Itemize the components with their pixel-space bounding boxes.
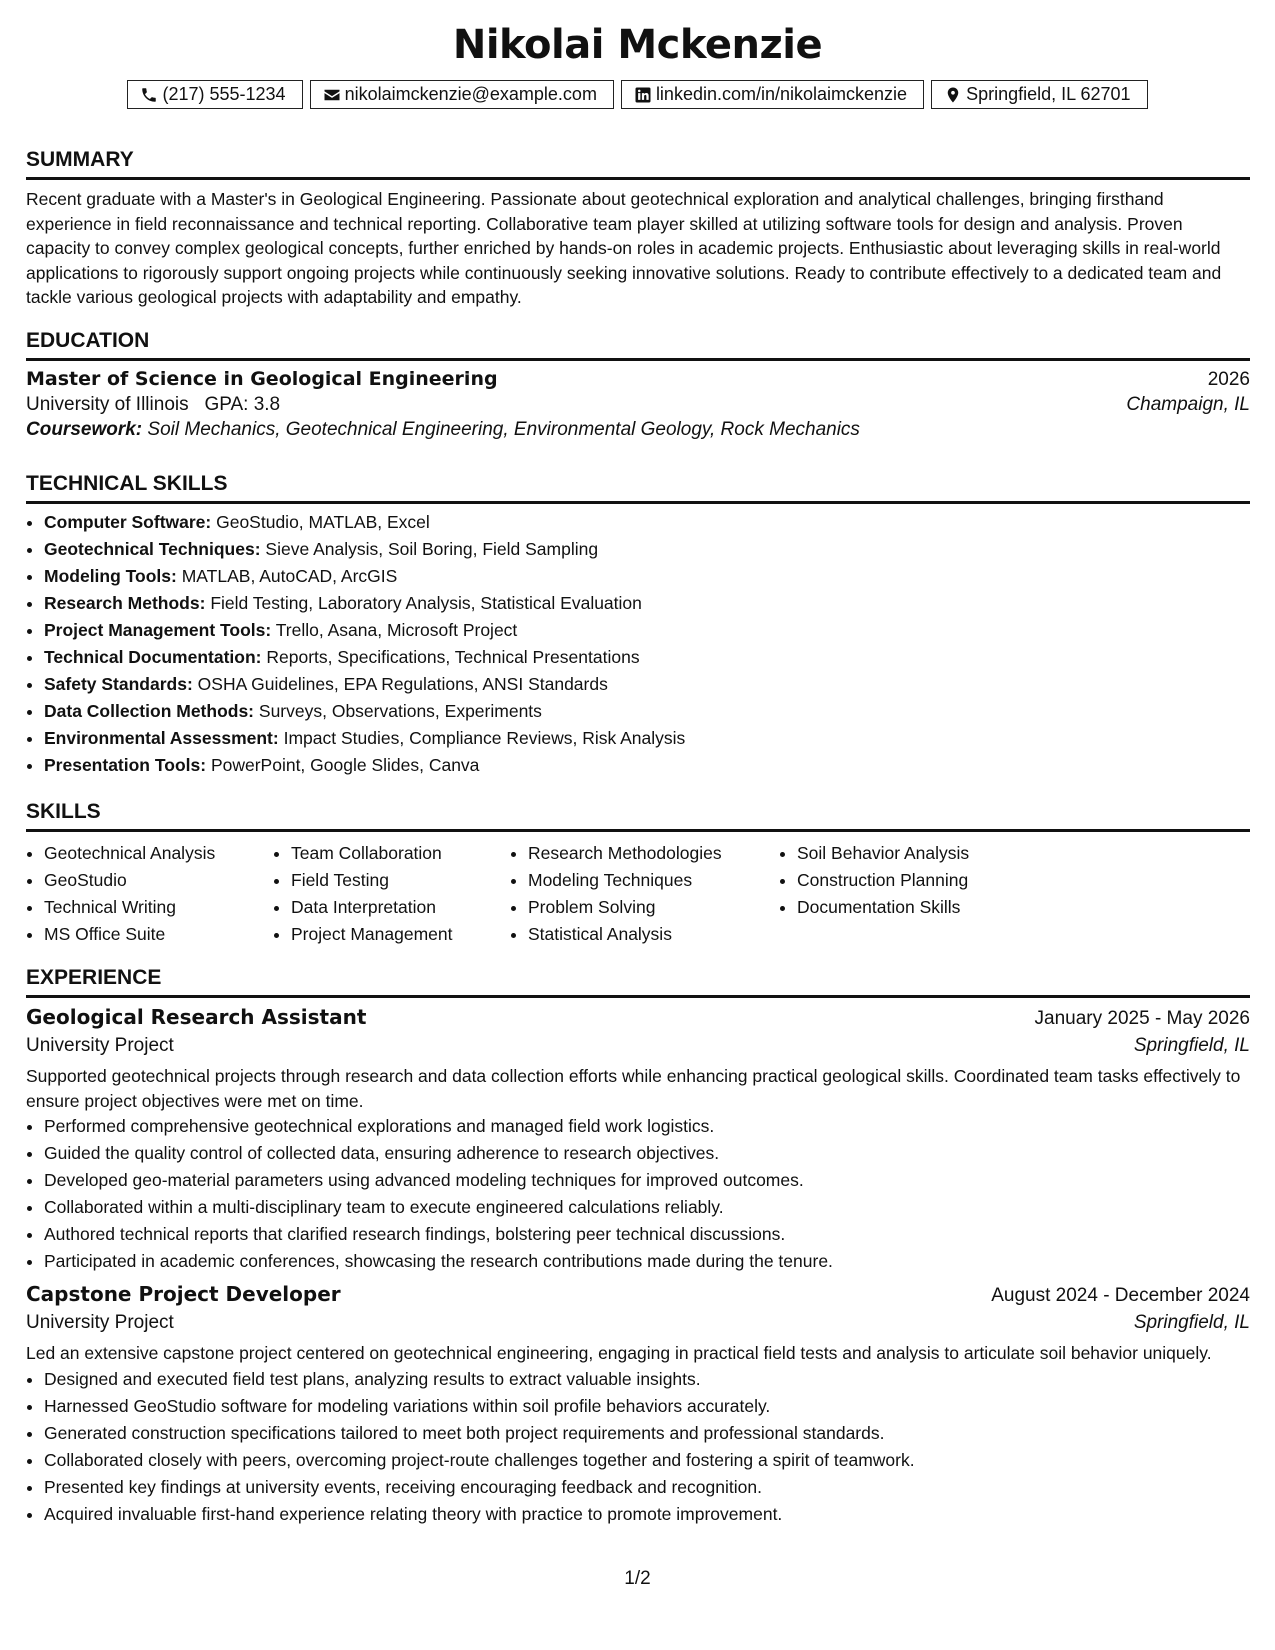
page-number: 1/2 (624, 1568, 651, 1589)
list-item: • GeoStudio (44, 867, 273, 894)
list-item: • Presented key findings at university events, receiving encouraging feedback and recognition. (44, 1474, 1250, 1501)
summary-section (26, 148, 1250, 310)
job-location: Springfield, IL (1133, 1035, 1250, 1056)
list-item: • Designed and executed field test plans, analyzing results to extract valuable insights. (44, 1366, 1250, 1393)
job-organization: University Project (26, 1312, 174, 1333)
skill-values: Impact Studies, Compliance Reviews, Risk Analysis (283, 728, 686, 748)
education-section (26, 329, 1250, 441)
list-item: • Construction Planning (797, 867, 1047, 894)
envelope-icon (323, 86, 341, 104)
skill-category: Computer Software: (44, 512, 212, 532)
job-title: Capstone Project Developer (26, 1282, 341, 1306)
phone-icon (140, 86, 158, 104)
skill-category: Safety Standards: (44, 674, 193, 694)
skill-category: Environmental Assessment: (44, 728, 279, 748)
list-item: • Technical Writing (44, 894, 273, 921)
job-entry (26, 1282, 1250, 1528)
skill-category: Presentation Tools: (44, 755, 207, 775)
school-gpa: University of Illinois GPA: 3.8 (26, 394, 281, 415)
map-pin-icon (944, 86, 962, 104)
technical-skills-section (26, 472, 1250, 779)
list-item (44, 563, 1250, 590)
list-item (44, 752, 1250, 779)
job-summary: Supported geotechnical projects through research and data collection efforts while enhancing practical geological skills. Coordinated team tasks effectively to ensure project objectives were met on time. (26, 1066, 1241, 1111)
skills-grid (26, 840, 1250, 948)
contact-bar (0, 80, 1275, 109)
linkedin-text: linkedin.com/in/nikolaimckenzie (655, 84, 908, 104)
skill-category: Geotechnical Techniques: (44, 539, 261, 559)
list-item: • Statistical Analysis (528, 921, 779, 948)
linkedin-icon (634, 86, 652, 104)
skill-values: Trello, Asana, Microsoft Project (275, 620, 518, 640)
email-text: nikolaimckenzie@example.com (344, 84, 597, 104)
job-bullets (26, 1366, 1250, 1528)
skill-values: Reports, Specifications, Technical Presentations (266, 647, 640, 667)
job-dates: January 2025 - May 2026 (1034, 1008, 1250, 1029)
skills-column (779, 840, 1047, 948)
skills-heading: SKILLS (26, 800, 1250, 832)
skill-values: GeoStudio, MATLAB, Excel (216, 512, 430, 532)
list-item: • Team Collaboration (291, 840, 510, 867)
list-item: • Guided the quality control of collected data, ensuring adherence to research objectives. (44, 1140, 1250, 1167)
location-chip (931, 80, 1147, 109)
job-title-row (26, 1005, 1250, 1030)
graduation-year: 2026 (1207, 369, 1250, 390)
phone-chip[interactable] (127, 80, 302, 109)
list-item: • Acquired invaluable first-hand experience relating theory with practice to promote improvement. (44, 1501, 1250, 1528)
job-organization: University Project (26, 1035, 174, 1056)
location-text: Springfield, IL 62701 (966, 84, 1131, 104)
list-item (44, 536, 1250, 563)
experience-section (26, 966, 1250, 1528)
degree-name: Master of Science in Geological Engineering (26, 368, 498, 390)
coursework-line (26, 419, 1250, 441)
list-item (44, 671, 1250, 698)
coursework-list: Soil Mechanics, Geotechnical Engineering, Environmental Geology, Rock Mechanics (147, 419, 860, 440)
list-item: • Developed geo-material parameters using advanced modeling techniques for improved outcomes. (44, 1167, 1250, 1194)
skills-column (510, 840, 779, 948)
list-item: • Project Management (291, 921, 510, 948)
skill-values: Sieve Analysis, Soil Boring, Field Sampling (265, 539, 599, 559)
list-item (44, 725, 1250, 752)
job-org-row (26, 1035, 1250, 1057)
list-item: • Performed comprehensive geotechnical explorations and managed field work logistics. (44, 1113, 1250, 1140)
list-item: • Geotechnical Analysis (44, 840, 273, 867)
list-item: • Field Testing (291, 867, 510, 894)
summary-heading: SUMMARY (26, 148, 1250, 180)
skills-column (26, 840, 273, 948)
job-entry (26, 1005, 1250, 1275)
list-item: • Authored technical reports that clarified research findings, bolstering peer technical discussions. (44, 1221, 1250, 1248)
coursework-label: Coursework: (26, 419, 143, 440)
education-heading: EDUCATION (26, 329, 1250, 361)
list-item: • MS Office Suite (44, 921, 273, 948)
list-item (44, 617, 1250, 644)
job-summary: Led an extensive capstone project centered on geotechnical engineering, engaging in practical field tests and analysis to articulate soil behavior uniquely. (26, 1343, 1212, 1363)
job-dates: August 2024 - December 2024 (991, 1285, 1250, 1306)
skill-category: Research Methods: (44, 593, 206, 613)
experience-heading: EXPERIENCE (26, 966, 1250, 998)
list-item (44, 509, 1250, 536)
list-item: • Data Interpretation (291, 894, 510, 921)
technical-skills-list (26, 509, 1250, 779)
school-row (26, 394, 1250, 416)
skills-column (273, 840, 510, 948)
skill-category: Technical Documentation: (44, 647, 262, 667)
list-item: • Collaborated closely with peers, overcoming project-route challenges together and fostering a spirit of teamwork. (44, 1447, 1250, 1474)
job-bullets (26, 1113, 1250, 1275)
skill-values: OSHA Guidelines, EPA Regulations, ANSI Standards (197, 674, 608, 694)
job-title-row (26, 1282, 1250, 1307)
job-org-row (26, 1312, 1250, 1334)
skill-category: Modeling Tools: (44, 566, 177, 586)
list-item (44, 698, 1250, 725)
list-item: • Generated construction specifications tailored to meet both project requirements and professional standards. (44, 1420, 1250, 1447)
linkedin-chip[interactable] (621, 80, 924, 109)
degree-row (26, 368, 1250, 391)
list-item: • Soil Behavior Analysis (797, 840, 1047, 867)
school-location: Champaign, IL (1126, 394, 1250, 415)
skill-values: Surveys, Observations, Experiments (258, 701, 542, 721)
list-item (44, 590, 1250, 617)
summary-text: Recent graduate with a Master's in Geological Engineering. Passionate about geotechnical exploration and analytical challenges, bringing firsthand experience in field reconnaissance and technical reporting. Collaborative team player skilled at utilizing software tools for design and analysis. Proven capacity to convey complex geological concepts, further enriched by hands-on roles in academic projects. Enthusiastic about leveraging skills in real-world applications to rigorously support ongoing projects while continuously seeking innovative solutions. Ready to contribute effectively to a dedicated team and tackle various geological projects with adaptability and empathy. (26, 189, 1222, 307)
list-item: • Harnessed GeoStudio software for modeling variations within soil profile behaviors accurately. (44, 1393, 1250, 1420)
list-item: • Documentation Skills (797, 894, 1047, 921)
list-item: • Modeling Techniques (528, 867, 779, 894)
list-item: • Participated in academic conferences, showcasing the research contributions made during the tenure. (44, 1248, 1250, 1275)
technical-skills-heading: TECHNICAL SKILLS (26, 472, 1250, 504)
email-chip[interactable] (310, 80, 614, 109)
job-location: Springfield, IL (1133, 1312, 1250, 1333)
list-item: • Collaborated within a multi-disciplinary team to execute engineered calculations reliably. (44, 1194, 1250, 1221)
skill-values: Field Testing, Laboratory Analysis, Statistical Evaluation (210, 593, 642, 613)
skill-values: PowerPoint, Google Slides, Canva (210, 755, 480, 775)
phone-text: (217) 555-1234 (162, 84, 286, 104)
candidate-name: Nikolai Mckenzie (452, 22, 823, 68)
skills-section (26, 800, 1250, 948)
list-item (44, 644, 1250, 671)
job-title: Geological Research Assistant (26, 1005, 367, 1029)
list-item: • Research Methodologies (528, 840, 779, 867)
skill-values: MATLAB, AutoCAD, ArcGIS (181, 566, 398, 586)
skill-category: Data Collection Methods: (44, 701, 255, 721)
list-item: • Problem Solving (528, 894, 779, 921)
skill-category: Project Management Tools: (44, 620, 272, 640)
